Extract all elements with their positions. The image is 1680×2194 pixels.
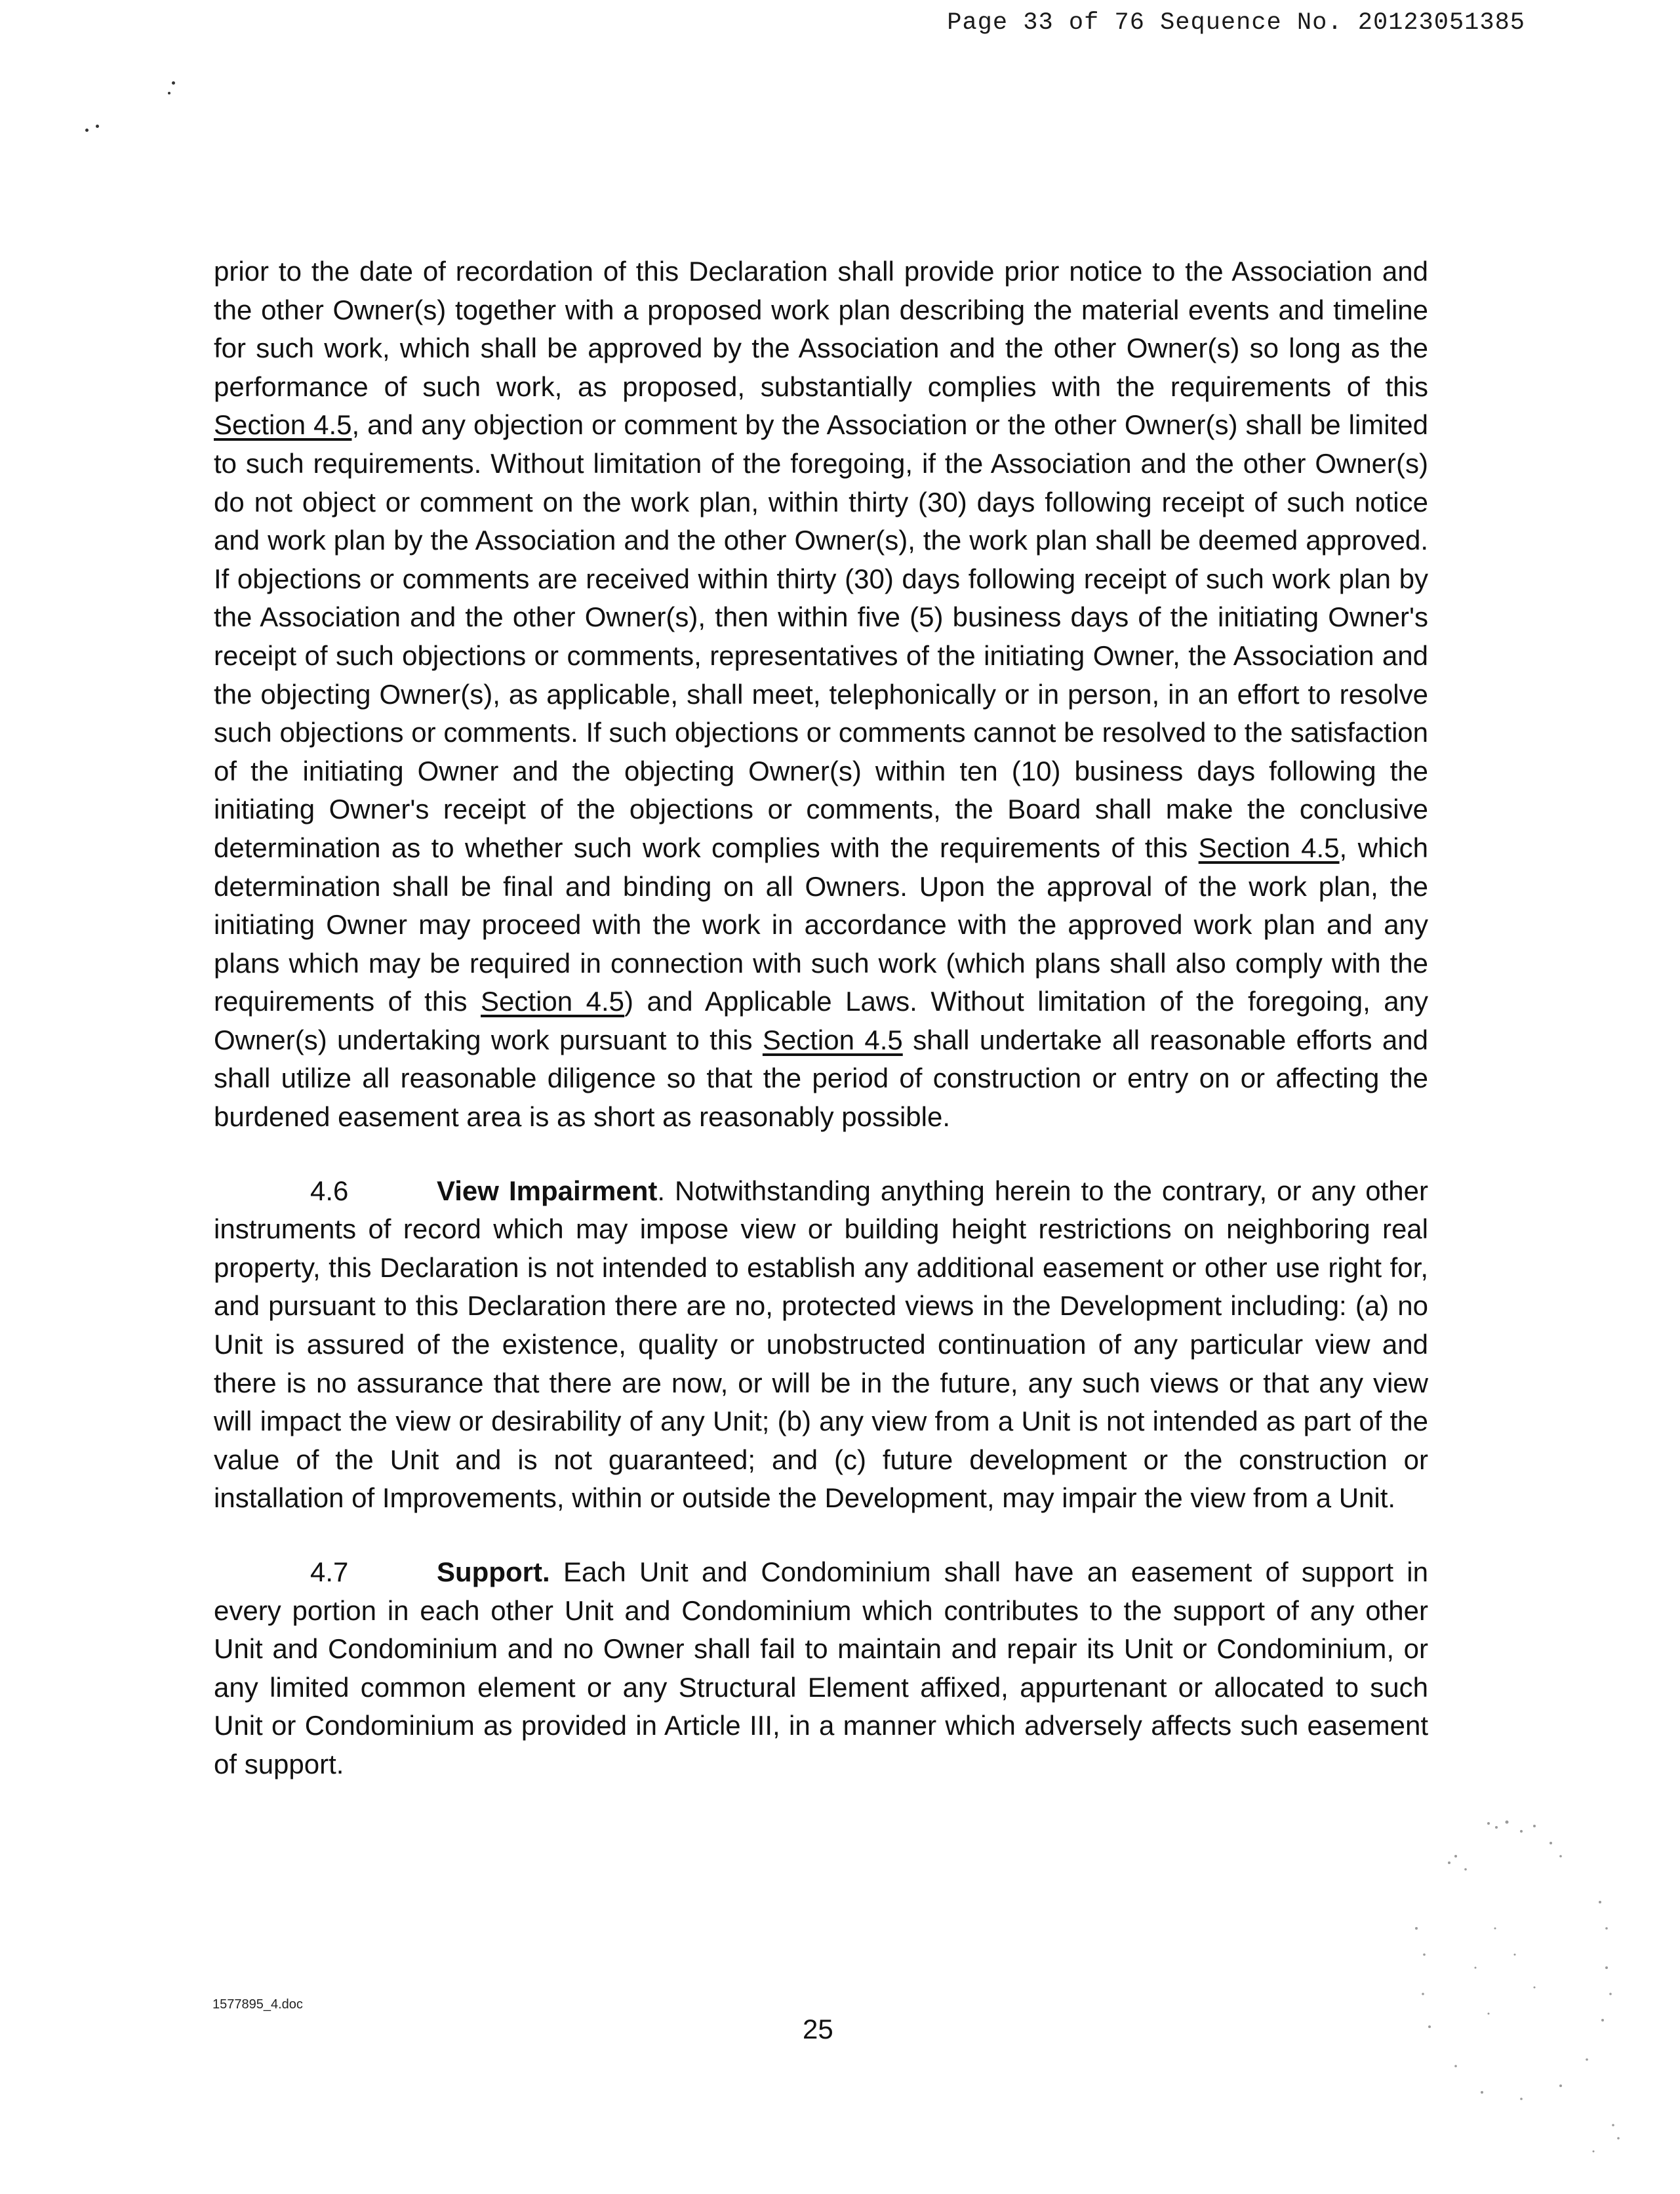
page-header: Page 33 of 76 Sequence No. 20123051385 — [947, 9, 1525, 37]
section-reference: Section 4.5 — [214, 409, 352, 441]
section-reference: Section 4.5 — [1198, 832, 1340, 863]
scan-speck — [168, 92, 170, 94]
section-number: 4.7 — [310, 1556, 349, 1587]
section-reference: Section 4.5 — [762, 1024, 903, 1055]
document-id: 1577895_4.doc — [212, 1997, 303, 2012]
scan-speck — [172, 81, 175, 85]
section-4-6-paragraph: 4.6 View Impairment. Notwithstanding anything herein to the contrary, or any other instruments of record which may impose view or building height restrictions on neighboring real property, this Declaration is not intended to establish any additional easement or other use right for, and pursuant to this Declaration there are no, protected views in the Development including: (a) no Unit is assured of the existence, quality or unobstructed continuation of any particular view and there is no assurance that there are now, or will be in the future, any such views or that any view will impact the view or desirability of any Unit; (b) any view from a Unit is not intended as part of the value of the Unit and is not guaranteed; and (c) future development or the construction or installation of Improvements, within or outside the Development, may impair the view from a Unit. — [214, 1172, 1428, 1518]
paragraph-continuation: prior to the date of recordation of this Declaration shall provide prior notice to the Association and the other Owner(s) together with a proposed work plan describing the material events and timeline for such work, which shall be approved by the Association and the other Owner(s) so long as the performance of such work, as proposed, substantially complies with the requirements of this Section 4.5, and any objection or comment by the Association or the other Owner(s) shall be limited to such requirements. Without limitation of the foregoing, if the Association and the other Owner(s) do not object or comment on the work plan, within thirty (30) days following receipt of such notice and work plan by the Association and the other Owner(s), the work plan shall be deemed approved. If objections or comments are received within thirty (30) days following receipt of such work plan by the Association and the other Owner(s), then within five (5) business days of the initiating Owner's receipt of such objections or comments, representatives of the initiating Owner, the Association and the objecting Owner(s), as applicable, shall meet, telephonically or in person, in an effort to resolve such objections or comments. If such objections or comments cannot be resolved to the satisfaction of the initiating Owner and the objecting Owner(s) within ten (10) business days following the initiating Owner's receipt of the objections or comments, the Board shall make the conclusive determination as to whether such work complies with the requirements of this Section 4.5, which determination shall be final and binding on all Owners. Upon the approval of the work plan, the initiating Owner may proceed with the work in accordance with the approved work plan and any plans which may be required in connection with such work (which plans shall also comply with the requirements of this Section 4.5) and Applicable Laws. Without limitation of the foregoing, any Owner(s) undertaking work pursuant to this Section 4.5 shall undertake all reasonable efforts and shall utilize all reasonable diligence so that the period of construction or entry on or affecting the burdened easement area is as short as reasonably possible. — [214, 256, 1428, 1133]
embossed-seal-mark — [1325, 1797, 1652, 2164]
section-heading: View Impairment — [437, 1175, 658, 1206]
section-4-7-paragraph: 4.7 Support. Each Unit and Condominium shall have an easement of support in every portion in each other Unit and Condominium which contributes to the support of any other Unit and Condominium and no Owner shall fail to maintain and repair its Unit or Condominium, or any limited common element or any Structural Element affixed, appurtenant or allocated to such Unit or Condominium as provided in Article III, in a manner which adversely affects such easement of support. — [214, 1553, 1428, 1784]
section-number: 4.6 — [310, 1175, 349, 1206]
page-number: 25 — [803, 2014, 833, 2044]
document-body — [214, 253, 1428, 1784]
section-reference: Section 4.5 — [481, 986, 625, 1017]
scan-speck — [85, 129, 89, 132]
scan-speck — [96, 125, 99, 128]
section-heading: Support. — [437, 1556, 550, 1587]
